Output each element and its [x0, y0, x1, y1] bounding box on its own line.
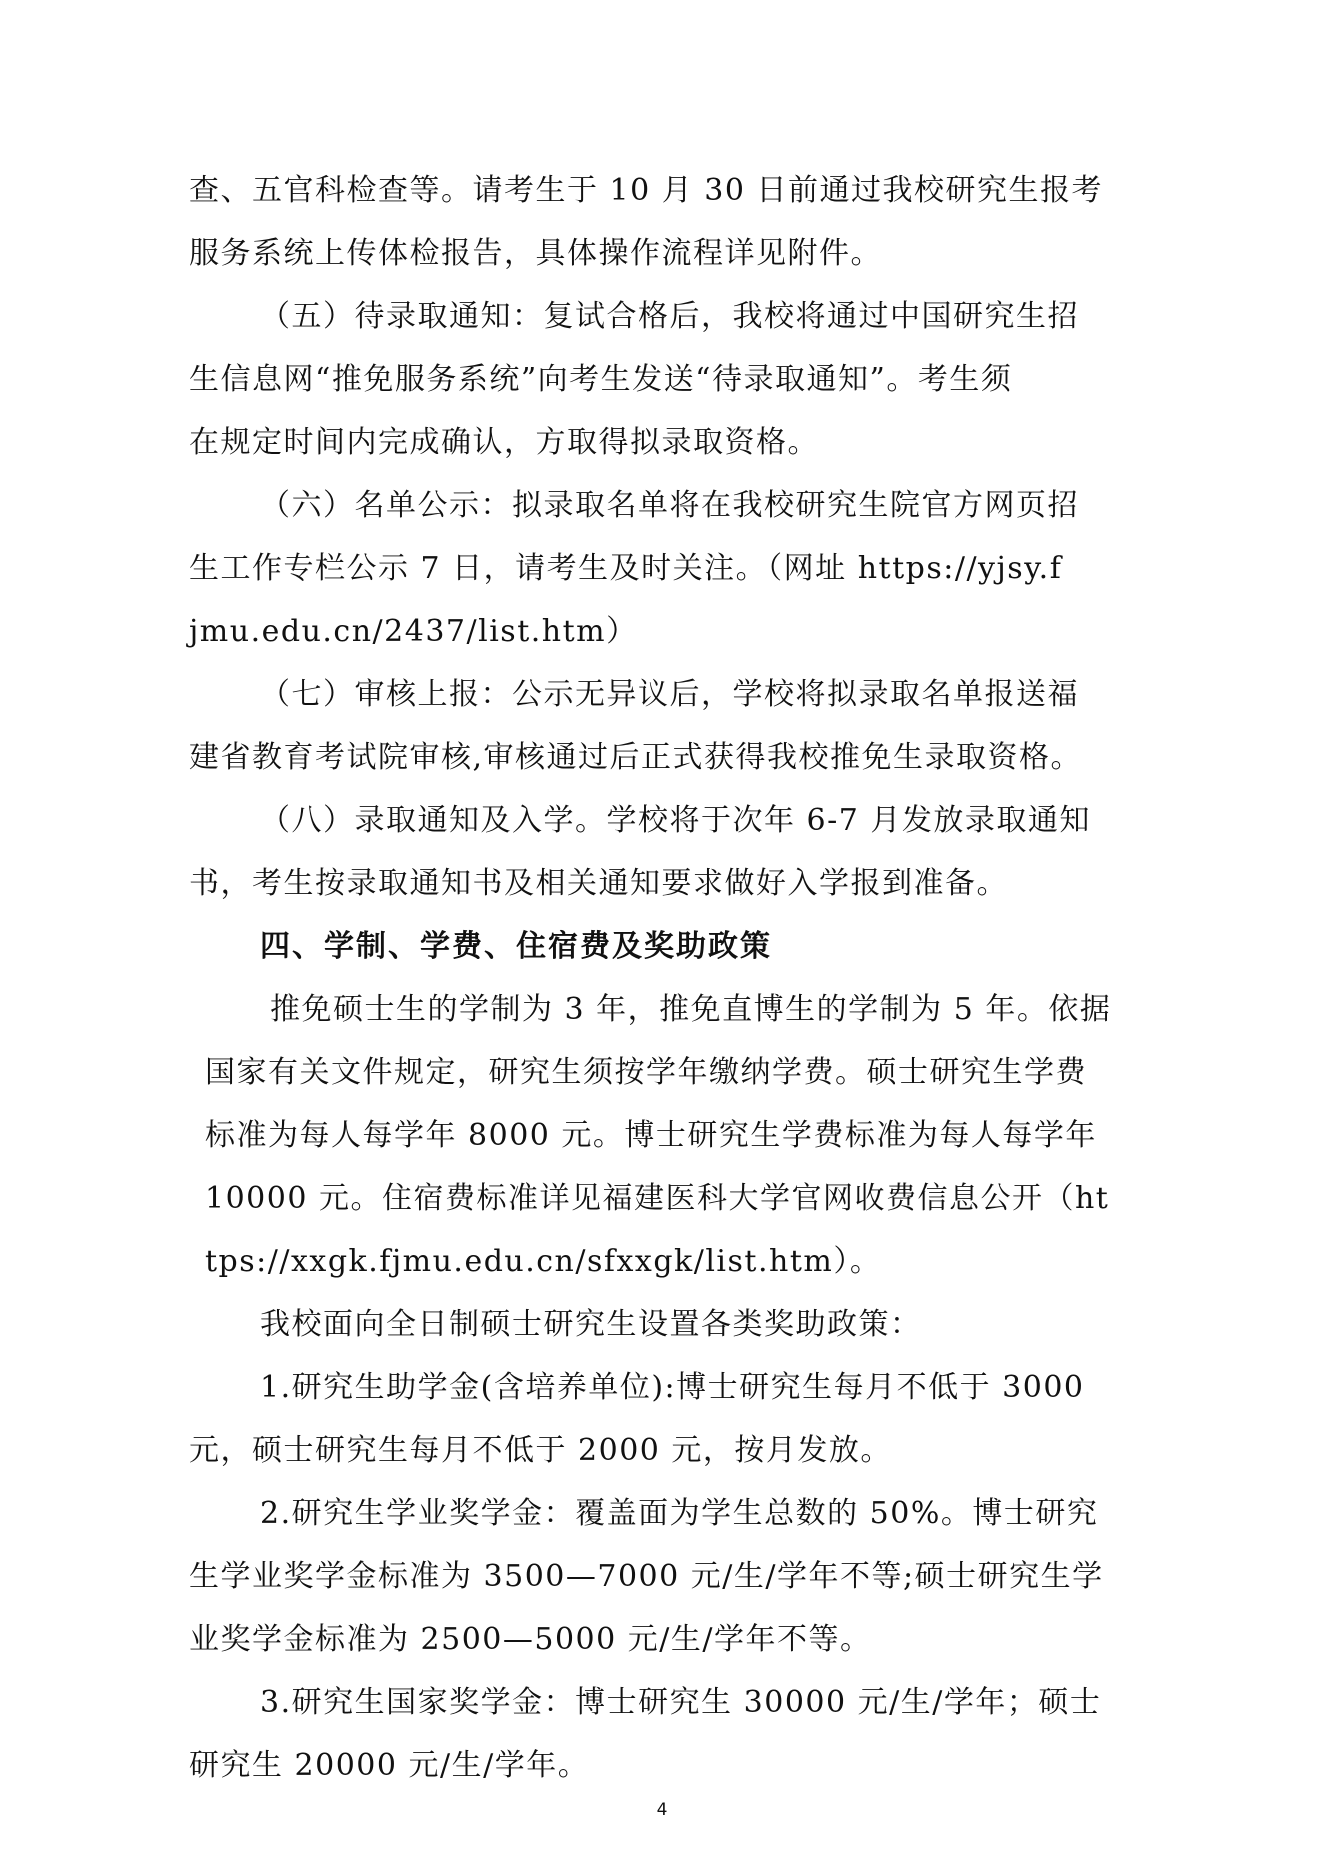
- text-line-5: 在规定时间内完成确认，方取得拟录取资格。: [189, 425, 819, 460]
- text-line-1: 查、五官科检查等。请考生于 10 月 30 日前通过我校研究生报考: [189, 173, 1103, 208]
- page-number: 4: [656, 1800, 668, 1820]
- text-line-6: （六）名单公示：拟录取名单将在我校研究生院官方网页招: [260, 488, 1079, 523]
- text-line-9: （七）审核上报：公示无异议后，学校将拟录取名单报送福: [260, 677, 1079, 712]
- text-line-26: 研究生 20000 元/生/学年。: [189, 1748, 590, 1783]
- text-line-23: 生学业奖学金标准为 3500—7000 元/生/学年不等;硕士研究生学: [189, 1559, 1104, 1594]
- text-line-21: 元，硕士研究生每月不低于 2000 元，按月发放。: [189, 1433, 892, 1468]
- section-heading: 四、学制、学费、住宿费及奖助政策: [260, 929, 772, 964]
- text-line-22: 2.研究生学业奖学金：覆盖面为学生总数的 50%。博士研究: [260, 1496, 1099, 1531]
- text-line-18: tps://xxgk.fjmu.edu.cn/sfxxgk/list.htm）。: [205, 1244, 882, 1279]
- text-line-2: 服务系统上传体检报告，具体操作流程详见附件。: [189, 236, 882, 271]
- text-line-11: （八）录取通知及入学。学校将于次年 6-7 月发放录取通知: [260, 803, 1091, 838]
- text-line-19: 我校面向全日制硕士研究生设置各类奖助政策：: [260, 1307, 922, 1342]
- text-line-25: 3.研究生国家奖学金：博士研究生 30000 元/生/学年；硕士: [260, 1685, 1102, 1720]
- text-line-8: jmu.edu.cn/2437/list.htm）: [189, 614, 638, 649]
- text-line-12: 书，考生按录取通知书及相关通知要求做好入学报到准备。: [189, 866, 1008, 901]
- text-line-10: 建省教育考试院审核,审核通过后正式获得我校推免生录取资格。: [189, 740, 1083, 775]
- text-line-24: 业奖学金标准为 2500—5000 元/生/学年不等。: [189, 1622, 872, 1657]
- text-line-17: 10000 元。住宿费标准详见福建医科大学官网收费信息公开（ht: [205, 1181, 1110, 1216]
- text-line-20: 1.研究生助学金(含培养单位):博士研究生每月不低于 3000: [260, 1370, 1085, 1405]
- text-line-15: 国家有关文件规定，研究生须按学年缴纳学费。硕士研究生学费: [205, 1055, 1087, 1090]
- text-line-4: 生信息网“推免服务系统”向考生发送“待录取通知”。考生须: [189, 362, 1013, 397]
- text-line-14: 推免硕士生的学制为 3 年，推免直博生的学制为 5 年。依据: [270, 992, 1112, 1027]
- text-line-7: 生工作专栏公示 7 日，请考生及时关注。（网址 https://yjsy.f: [189, 551, 1063, 586]
- text-line-3: （五）待录取通知：复试合格后，我校将通过中国研究生招: [260, 299, 1079, 334]
- text-line-16: 标准为每人每学年 8000 元。博士研究生学费标准为每人每学年: [205, 1118, 1097, 1153]
